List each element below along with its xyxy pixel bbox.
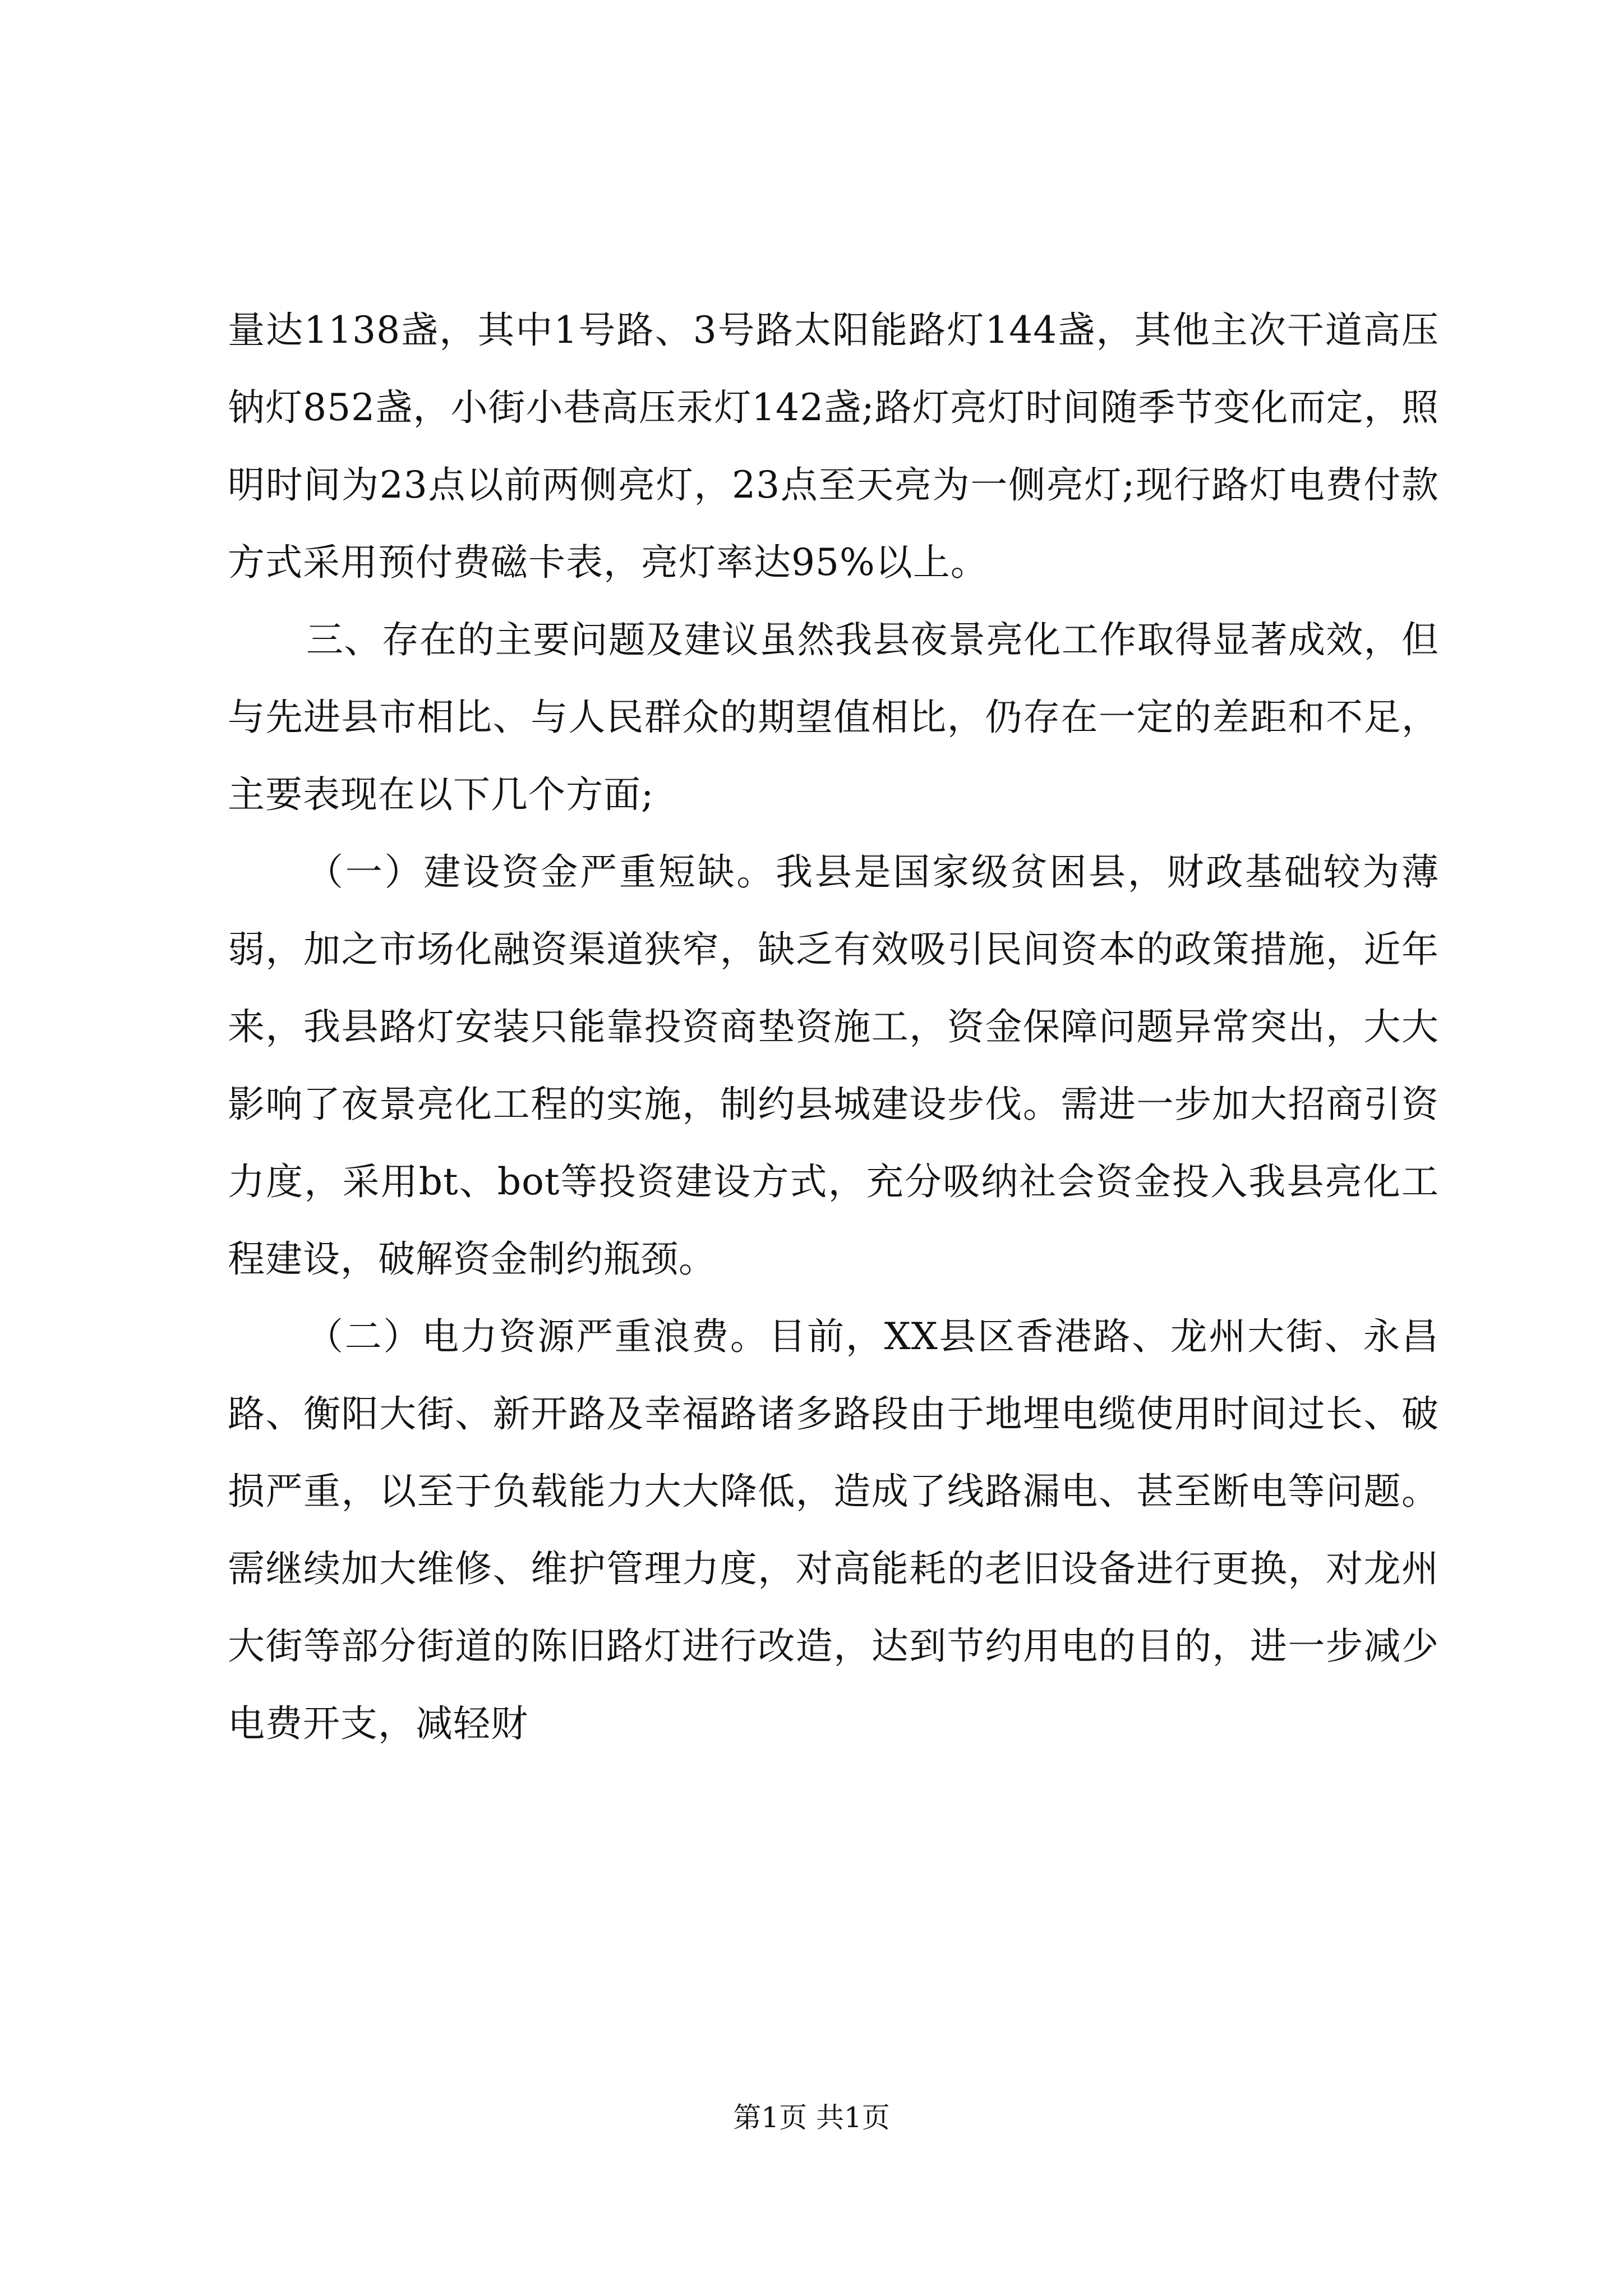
paragraph-funding-shortage: （一）建设资金严重短缺。我县是国家级贫困县，财政基础较为薄弱，加之市场化融资渠道狭窄，缺乏有效吸引民间资本的政策措施，近年来，我县路灯安装只能靠投资商垫资施工，资金保障问题异常突出，大大影响了夜景亮化工程的实施，制约县城建设步伐。需进一步加大招商引资力度，采用bt、bot等投资建设方式，充分吸纳社会资金投入我县亮化工程建设，破解资金制约瓶颈。 xyxy=(228,850,1439,1281)
paragraph-power-waste: （二）电力资源严重浪费。目前，XX县区香港路、龙州大街、永昌路、衡阳大街、新开路及幸福路诸多路段由于地埋电缆使用时间过长、破损严重，以至于负载能力大大降低，造成了线路漏电、甚至断电等问题。需继续加大维修、维护管理力度，对高能耗的老旧设备进行更换，对龙州大街等部分街道的陈旧路灯进行改造，达到节约用电的目的，进一步减少电费开支，减轻财 xyxy=(228,1315,1439,1745)
paragraph-lighting-stats: 量达1138盏，其中1号路、3号路太阳能路灯144盏，其他主次干道高压钠灯852盏，小街小巷高压汞灯142盏;路灯亮灯时间随季节变化而定，照明时间为23点以前两侧亮灯，23点至天亮为一侧亮灯;现行路灯电费付款方式采用预付费磁卡表，亮灯率达95%以上。 xyxy=(228,309,1439,584)
page-footer: 第1页 共1页 xyxy=(733,2101,890,2134)
paragraph-section-three-problems: 三、存在的主要问题及建议虽然我县夜景亮化工作取得显著成效，但与先进县市相比、与人民群众的期望值相比，仍存在一定的差距和不足，主要表现在以下几个方面; xyxy=(228,618,1439,816)
document-body xyxy=(228,292,1439,1763)
